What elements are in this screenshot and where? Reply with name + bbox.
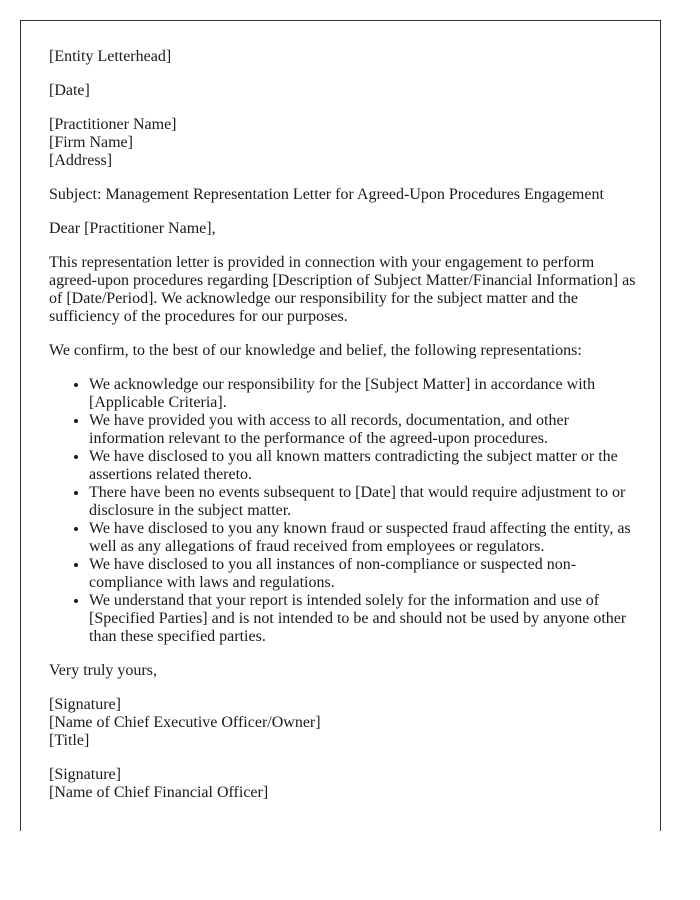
recipient-block: [49, 116, 660, 170]
representation-item: • We have disclosed to you all instances of non-compliance or suspected non-compliance with laws and regulations.: [89, 556, 639, 592]
representations-list: [49, 376, 639, 646]
signatory-block-cfo: [49, 766, 660, 802]
letter-date: [Date]: [49, 82, 90, 99]
signatory-name: [Name of Chief Financial Officer]: [49, 784, 269, 801]
letterhead: [Entity Letterhead]: [49, 48, 172, 65]
representation-item: • We have provided you with access to all records, documentation, and other information relevant to the performance of the agreed-upon procedures.: [89, 412, 639, 448]
recipient-firm: [Firm Name]: [49, 134, 133, 151]
closing: Very truly yours,: [49, 662, 157, 679]
signatory-name: [Name of Chief Executive Officer/Owner]: [49, 714, 321, 731]
representation-item: • We have disclosed to you any known fraud or suspected fraud affecting the entity, as well as any allegations of fraud received from employees or regulators.: [89, 520, 639, 556]
confirm-paragraph: We confirm, to the best of our knowledge and belief, the following representations:: [49, 342, 582, 359]
subject-line: Subject: Management Representation Letter for Agreed-Upon Procedures Engagement: [49, 186, 604, 203]
recipient-name: [Practitioner Name]: [49, 116, 177, 133]
representation-item: • There have been no events subsequent to [Date] that would require adjustment to or disclosure in the subject matter.: [89, 484, 639, 520]
signature-line: [Signature]: [49, 766, 121, 783]
signatory-title: [Title]: [49, 732, 90, 749]
representation-item: • We understand that your report is intended solely for the information and use of [Specified Parties] and is not intended to be and should not be used by anyone other than these specified parties.: [89, 592, 639, 646]
salutation: Dear [Practitioner Name],: [49, 220, 216, 237]
signatory-block-ceo: [49, 696, 660, 750]
recipient-address: [Address]: [49, 152, 113, 169]
signature-line: [Signature]: [49, 696, 121, 713]
representation-item: • We acknowledge our responsibility for the [Subject Matter] in accordance with [Applicable Criteria].: [89, 376, 639, 412]
representation-item: • We have disclosed to you all known matters contradicting the subject matter or the assertions related thereto.: [89, 448, 639, 484]
intro-paragraph: This representation letter is provided in connection with your engagement to perform agreed-upon procedures regarding [Description of Subject Matter/Financial Information] as of [Date/Period]. We acknowledge our responsibility for the subject matter and the sufficiency of the procedures for our purposes.: [49, 254, 636, 325]
letter-document: [20, 20, 661, 831]
